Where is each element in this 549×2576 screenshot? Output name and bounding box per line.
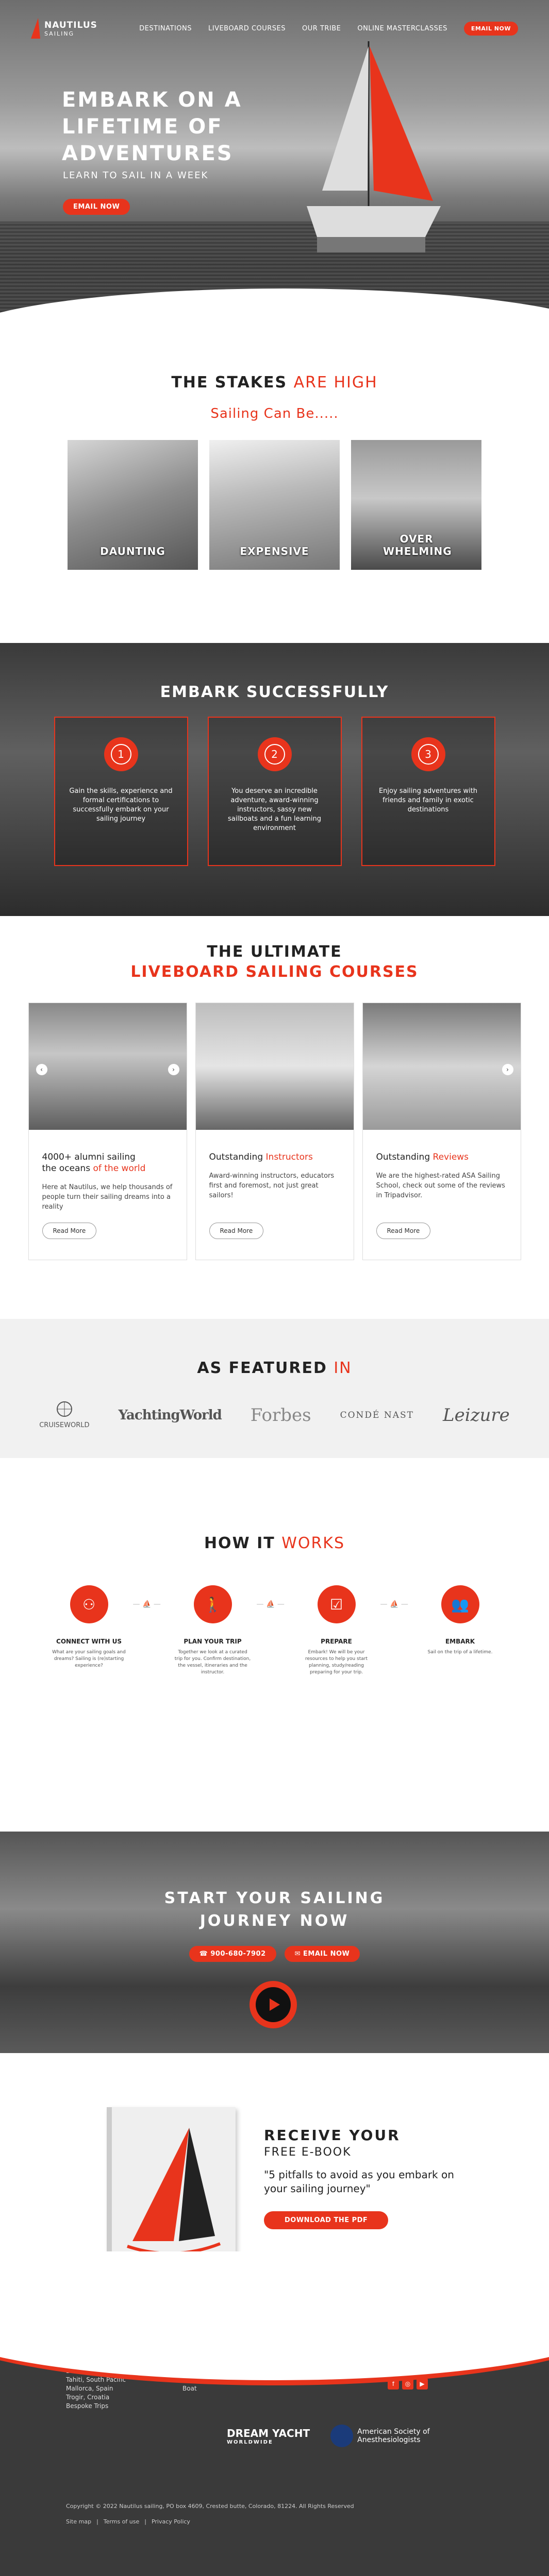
stakes-section <box>0 374 549 570</box>
yachtingworld-logo: YachtingWorld <box>118 1407 222 1423</box>
ebook-title: RECEIVE YOUR <box>264 2127 401 2144</box>
course-image <box>29 1003 187 1130</box>
stake-label: EXPENSIVE <box>240 545 309 557</box>
facebook-icon[interactable]: f <box>388 2378 399 2389</box>
step-embark <box>422 1585 499 1656</box>
ebook-subtitle: FREE E-BOOK <box>264 2146 352 2159</box>
copyright-text: Copyright © 2022 Nautilus sailing, PO box 4609, Crested butte, Colorado, 81224. All Rights Reserved <box>66 2503 354 2510</box>
stake-card-overwhelming <box>351 440 481 570</box>
stake-cards <box>0 440 549 570</box>
stakes-title: THE STAKES ARE HIGH <box>171 374 378 392</box>
prev-arrow-icon[interactable]: ‹ <box>36 1064 47 1075</box>
leizure-logo: Leizure <box>443 1404 510 1426</box>
hero-title: EMBARK ON A LIFETIME OF ADVENTURES <box>62 88 242 165</box>
footer-link[interactable]: Mallorca, Spain <box>66 2385 113 2392</box>
nav-email-button[interactable]: EMAIL NOW <box>464 22 518 36</box>
steps-row <box>0 1585 549 1676</box>
youtube-icon[interactable]: ▶ <box>417 2378 428 2389</box>
hero-section <box>0 0 549 330</box>
people-icon: 👥 <box>441 1585 479 1623</box>
nav-our-tribe[interactable]: OUR TRIBE <box>302 24 341 32</box>
forbes-logo: Forbes <box>250 1404 311 1426</box>
download-pdf-button[interactable]: DOWNLOAD THE PDF <box>264 2211 388 2229</box>
mail-icon: ✉ <box>294 1950 304 1958</box>
condenast-logo: CONDÉ NAST <box>340 1410 414 1420</box>
walking-person-icon: 🚶 <box>194 1585 232 1623</box>
courses-title: THE ULTIMATE <box>207 943 342 961</box>
step-text: Embark! We will be your resources to help you start planning, study/reading preparing for your trip. <box>305 1650 368 1675</box>
course-text: We are the highest-rated ASA Sailing School, check out some of the reviews in Tripadvisor. <box>376 1172 505 1199</box>
stake-label: OVER WHELMING <box>383 533 452 557</box>
globe-icon <box>51 1401 78 1419</box>
nav-destinations[interactable]: DESTINATIONS <box>139 24 192 32</box>
embark-card-text: You deserve an incredible adventure, award-winning instructors, sassy new sailboats and a fun learning environment <box>227 787 322 832</box>
nav-links <box>139 22 518 36</box>
courses-section <box>0 943 549 1260</box>
brand-name: NAUTILUS <box>44 20 97 30</box>
cruiseworld-logo: CRUISEWORLD <box>39 1401 89 1429</box>
step-text: What are your sailing goals and dreams? Sailing is (re)starting experience? <box>52 1650 126 1668</box>
embark-card <box>361 717 495 866</box>
hero-email-button[interactable]: EMAIL NOW <box>63 199 130 215</box>
footer-link[interactable]: Tahiti, South Pacific <box>66 2376 126 2383</box>
start-buttons <box>0 1946 549 1962</box>
embark-title: EMBARK SUCCESSFULLY <box>160 683 389 701</box>
dream-yacht-logo: DREAM YACHT WORLDWIDE <box>227 2427 310 2445</box>
sailboat-separator-icon: — ⛵ — <box>132 1600 161 1608</box>
course-heading: Outstanding Instructors <box>209 1152 313 1162</box>
featured-section <box>0 1319 549 1458</box>
phone-icon: ☎ <box>199 1950 211 1958</box>
phone-button[interactable]: ☎ 900-680-7902 <box>189 1946 276 1962</box>
how-title: HOW IT WORKS <box>204 1534 345 1552</box>
nav-liveboard-courses[interactable]: LIVEBOARD COURSES <box>208 24 286 32</box>
instagram-icon[interactable]: ◎ <box>402 2378 413 2389</box>
sailboat-separator-icon: — ⛵ — <box>380 1600 408 1608</box>
main-nav <box>0 0 549 57</box>
ebook-description: "5 pitfalls to avoid as you embark on your sailing journey" <box>264 2168 454 2195</box>
embark-card-text: Gain the skills, experience and formal certifications to successfully embark on your sailing journey <box>69 787 173 823</box>
read-more-button[interactable]: Read More <box>209 1223 264 1239</box>
stake-card-daunting <box>68 440 198 570</box>
step-text: Sail on the trip of a lifetime. <box>427 1650 493 1655</box>
press-logos <box>0 1401 549 1429</box>
step-connect <box>51 1585 128 1669</box>
step-plan <box>174 1585 252 1676</box>
start-journey-section <box>0 1832 549 2053</box>
course-card <box>195 1003 354 1260</box>
stakes-subtitle: Sailing Can Be..... <box>210 406 339 421</box>
stake-card-expensive <box>209 440 340 570</box>
step-text: Together we look at a curated trip for you. Confirm destination, the vessel, itineraries and the instructor. <box>174 1650 251 1675</box>
sitemap-link[interactable]: Site map <box>66 2518 92 2525</box>
play-video-button[interactable] <box>249 1981 297 2028</box>
checklist-icon: ☑ <box>318 1585 356 1623</box>
hero-subtitle: LEARN TO SAIL IN A WEEK <box>63 170 209 181</box>
step-prepare <box>298 1585 375 1676</box>
course-image <box>196 1003 354 1130</box>
course-text: Here at Nautilus, we help thousands of people turn their sailing dreams into a reality <box>42 1183 173 1211</box>
embark-card-text: Enjoy sailing adventures with friends and family in exotic destinations <box>378 787 478 814</box>
sail-cover-icon <box>112 2107 236 2272</box>
footer-swoosh <box>0 2251 549 2385</box>
sail-logo-icon <box>31 18 40 39</box>
partner-logos <box>227 2425 440 2447</box>
network-icon: ⚇ <box>70 1585 108 1623</box>
step-number-badge: 1 <box>104 737 138 771</box>
play-icon <box>256 1987 291 2022</box>
read-more-button[interactable]: Read More <box>376 1223 431 1239</box>
course-heading: 4000+ alumni sailing the oceans of the world <box>42 1152 146 1174</box>
course-card <box>28 1003 187 1260</box>
featured-title: AS FEATURED IN <box>197 1359 352 1377</box>
start-title: START YOUR SAILING JOURNEY NOW <box>164 1889 385 1930</box>
read-more-button[interactable]: Read More <box>42 1223 97 1239</box>
course-cards <box>0 1003 549 1260</box>
asa-logo: American Society of Anesthesiologists <box>330 2425 440 2447</box>
step-title: PLAN YOUR TRIP <box>184 1638 242 1645</box>
privacy-link[interactable]: Privacy Policy <box>151 2518 190 2525</box>
course-image <box>363 1003 521 1130</box>
nav-online-masterclasses[interactable]: ONLINE MASTERCLASSES <box>357 24 447 32</box>
step-title: PREPARE <box>321 1638 352 1645</box>
brand-logo[interactable] <box>31 18 97 39</box>
embark-card <box>208 717 342 866</box>
terms-link[interactable]: Terms of use <box>103 2518 140 2525</box>
email-button[interactable]: ✉ EMAIL NOW <box>285 1946 360 1962</box>
footer-link[interactable]: Trogir, Croatia <box>66 2394 110 2401</box>
footer-link[interactable]: Boat <box>182 2385 197 2392</box>
embark-card <box>54 717 188 866</box>
brand-sub: SAILING <box>44 30 75 37</box>
course-text: Award-winning instructors, educators first and foremost, not just great sailors! <box>209 1172 335 1199</box>
course-card <box>362 1003 521 1260</box>
step-title: EMBARK <box>445 1638 475 1645</box>
embark-cards <box>0 717 549 866</box>
next-arrow-icon[interactable]: › <box>502 1064 513 1075</box>
legal-links: Site map | Terms of use | Privacy Policy <box>66 2518 190 2525</box>
stake-label: DAUNTING <box>100 545 165 557</box>
step-title: CONNECT WITH US <box>56 1638 122 1645</box>
how-it-works-section <box>0 1534 549 1676</box>
course-heading: Outstanding Reviews <box>376 1152 469 1162</box>
step-number-badge: 3 <box>411 737 445 771</box>
sailboat-separator-icon: — ⛵ — <box>256 1600 285 1608</box>
seal-icon <box>330 2425 353 2447</box>
step-number-badge: 2 <box>258 737 292 771</box>
ebook-text <box>264 2127 480 2229</box>
footer-link[interactable]: Bespoke Trips <box>66 2402 109 2410</box>
embark-section <box>0 643 549 916</box>
courses-title-highlight: LIVEBOARD SAILING COURSES <box>130 963 419 981</box>
sailboat-image <box>296 36 451 278</box>
ebook-cover-image <box>107 2107 236 2272</box>
next-arrow-icon[interactable]: › <box>168 1064 179 1075</box>
